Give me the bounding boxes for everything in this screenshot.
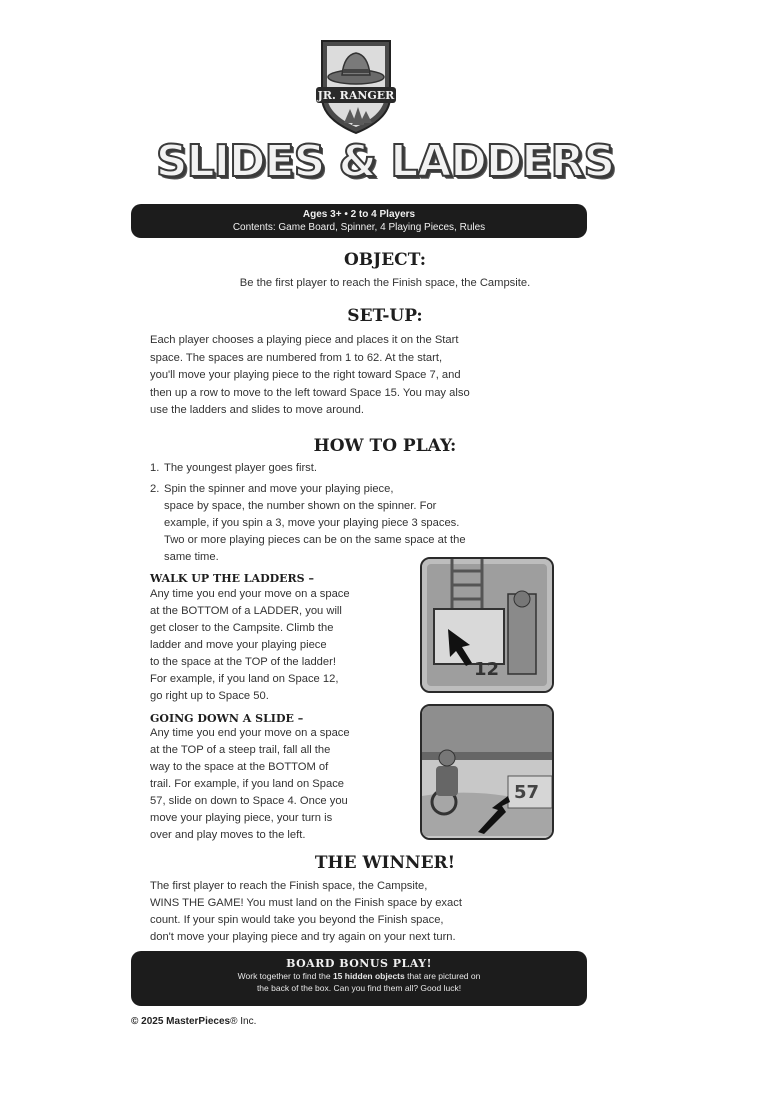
- setup-line: you'll move your playing piece to the right toward Space 7, and: [150, 369, 461, 381]
- how-to-play-heading: HOW TO PLAY:: [313, 436, 457, 456]
- winner-text: [150, 878, 590, 946]
- object-text: Be the first player to reach the Finish space, the Campsite.: [239, 277, 531, 289]
- slides-line: at the TOP of a steep trail, fall all the: [150, 744, 331, 756]
- ladder-illustration: [420, 557, 554, 693]
- ladders-line: For example, if you land on Space 12,: [150, 673, 339, 685]
- bonus-bold-text: 15 hidden objects: [332, 971, 405, 981]
- setup-line: Each player chooses a playing piece and places it on the Start: [150, 334, 459, 346]
- slides-line: way to the space at the BOTTOM of: [150, 761, 329, 773]
- step-line: Spin the spinner and move your playing piece,: [164, 483, 394, 495]
- copyright-text: © 2025 MasterPieces: [131, 1016, 231, 1027]
- bonus-line-2: the back of the box. Can you find them all? Good luck!: [256, 983, 462, 993]
- step-2: [150, 481, 590, 566]
- bonus-heading: BOARD BONUS PLAY!: [286, 957, 432, 970]
- ladders-heading: WALK UP THE LADDERS –: [150, 572, 314, 585]
- ages-players: Ages 3+ • 2 to 4 Players: [302, 209, 416, 220]
- copyright-suffix: ® Inc.: [230, 1016, 257, 1027]
- winner-line: WINS THE GAME! You must land on the Finish space by exact: [150, 897, 462, 909]
- slides-line: trail. For example, if you land on Space: [150, 778, 345, 790]
- copyright: [131, 1016, 256, 1027]
- slides-line: move your playing piece, your turn is: [150, 812, 333, 824]
- winner-line: The first player to reach the Finish space, the Campsite,: [150, 880, 428, 892]
- ladders-line: go right up to Space 50.: [150, 690, 269, 702]
- game-title: SLIDES & LADDERS: [155, 136, 615, 187]
- step-text: The youngest player goes first.: [164, 462, 317, 474]
- slide-space-number: 57: [514, 782, 540, 803]
- badge-text: JR. RANGER: [317, 89, 395, 102]
- slides-text: [150, 725, 420, 844]
- setup-line: space. The spaces are numbered from 1 to 62. At the start,: [150, 351, 443, 364]
- setup-line: use the ladders and slides to move around.: [150, 404, 364, 416]
- ladders-text: [150, 586, 420, 705]
- step-number: 2.: [150, 483, 160, 495]
- bonus-banner: [131, 951, 587, 1006]
- slide-illustration: [420, 704, 554, 840]
- ladders-line: ladder and move your playing piece: [150, 639, 327, 651]
- slides-line: over and play moves to the left.: [150, 829, 306, 841]
- ladders-line: get closer to the Campsite. Climb the: [150, 622, 334, 634]
- slides-line: Any time you end your move on a space: [150, 727, 350, 739]
- bonus-text: Work together to find the: [237, 971, 333, 981]
- step-line: same time.: [164, 551, 219, 563]
- winner-heading: THE WINNER!: [314, 853, 456, 873]
- slides-line: 57, slide on down to Space 4. Once you: [150, 795, 348, 807]
- slides-heading: GOING DOWN A SLIDE –: [150, 712, 304, 725]
- step-line: Two or more playing pieces can be on the same space at the: [164, 534, 466, 546]
- info-banner: [131, 204, 587, 238]
- bonus-text: that are pictured on: [404, 971, 481, 981]
- ladders-line: to the space at the TOP of the ladder!: [150, 656, 336, 668]
- object-heading: OBJECT:: [343, 250, 427, 270]
- setup-text: [150, 332, 590, 420]
- contents-line: Contents: Game Board, Spinner, 4 Playing Pieces, Rules: [232, 222, 486, 233]
- setup-line: then up a row to move to the left toward Space 15. You may also: [150, 386, 470, 399]
- step-line: space by space, the number shown on the spinner. For: [164, 500, 437, 512]
- ladders-line: Any time you end your move on a space: [150, 588, 350, 600]
- step-line: example, if you spin a 3, move your playing piece 3 spaces.: [164, 517, 460, 529]
- step-number: 1.: [150, 462, 160, 474]
- setup-heading: SET-UP:: [347, 306, 423, 326]
- ladders-line: at the BOTTOM of a LADDER, you will: [150, 605, 342, 617]
- ladder-space-number: 12: [474, 659, 500, 680]
- winner-line: don't move your playing piece and try again on your next turn.: [150, 931, 456, 943]
- step-1: [150, 460, 590, 477]
- winner-line: count. If your spin would take you beyond the Finish space,: [150, 914, 444, 926]
- bonus-line-1: [131, 970, 587, 982]
- jr-ranger-badge: [316, 35, 396, 135]
